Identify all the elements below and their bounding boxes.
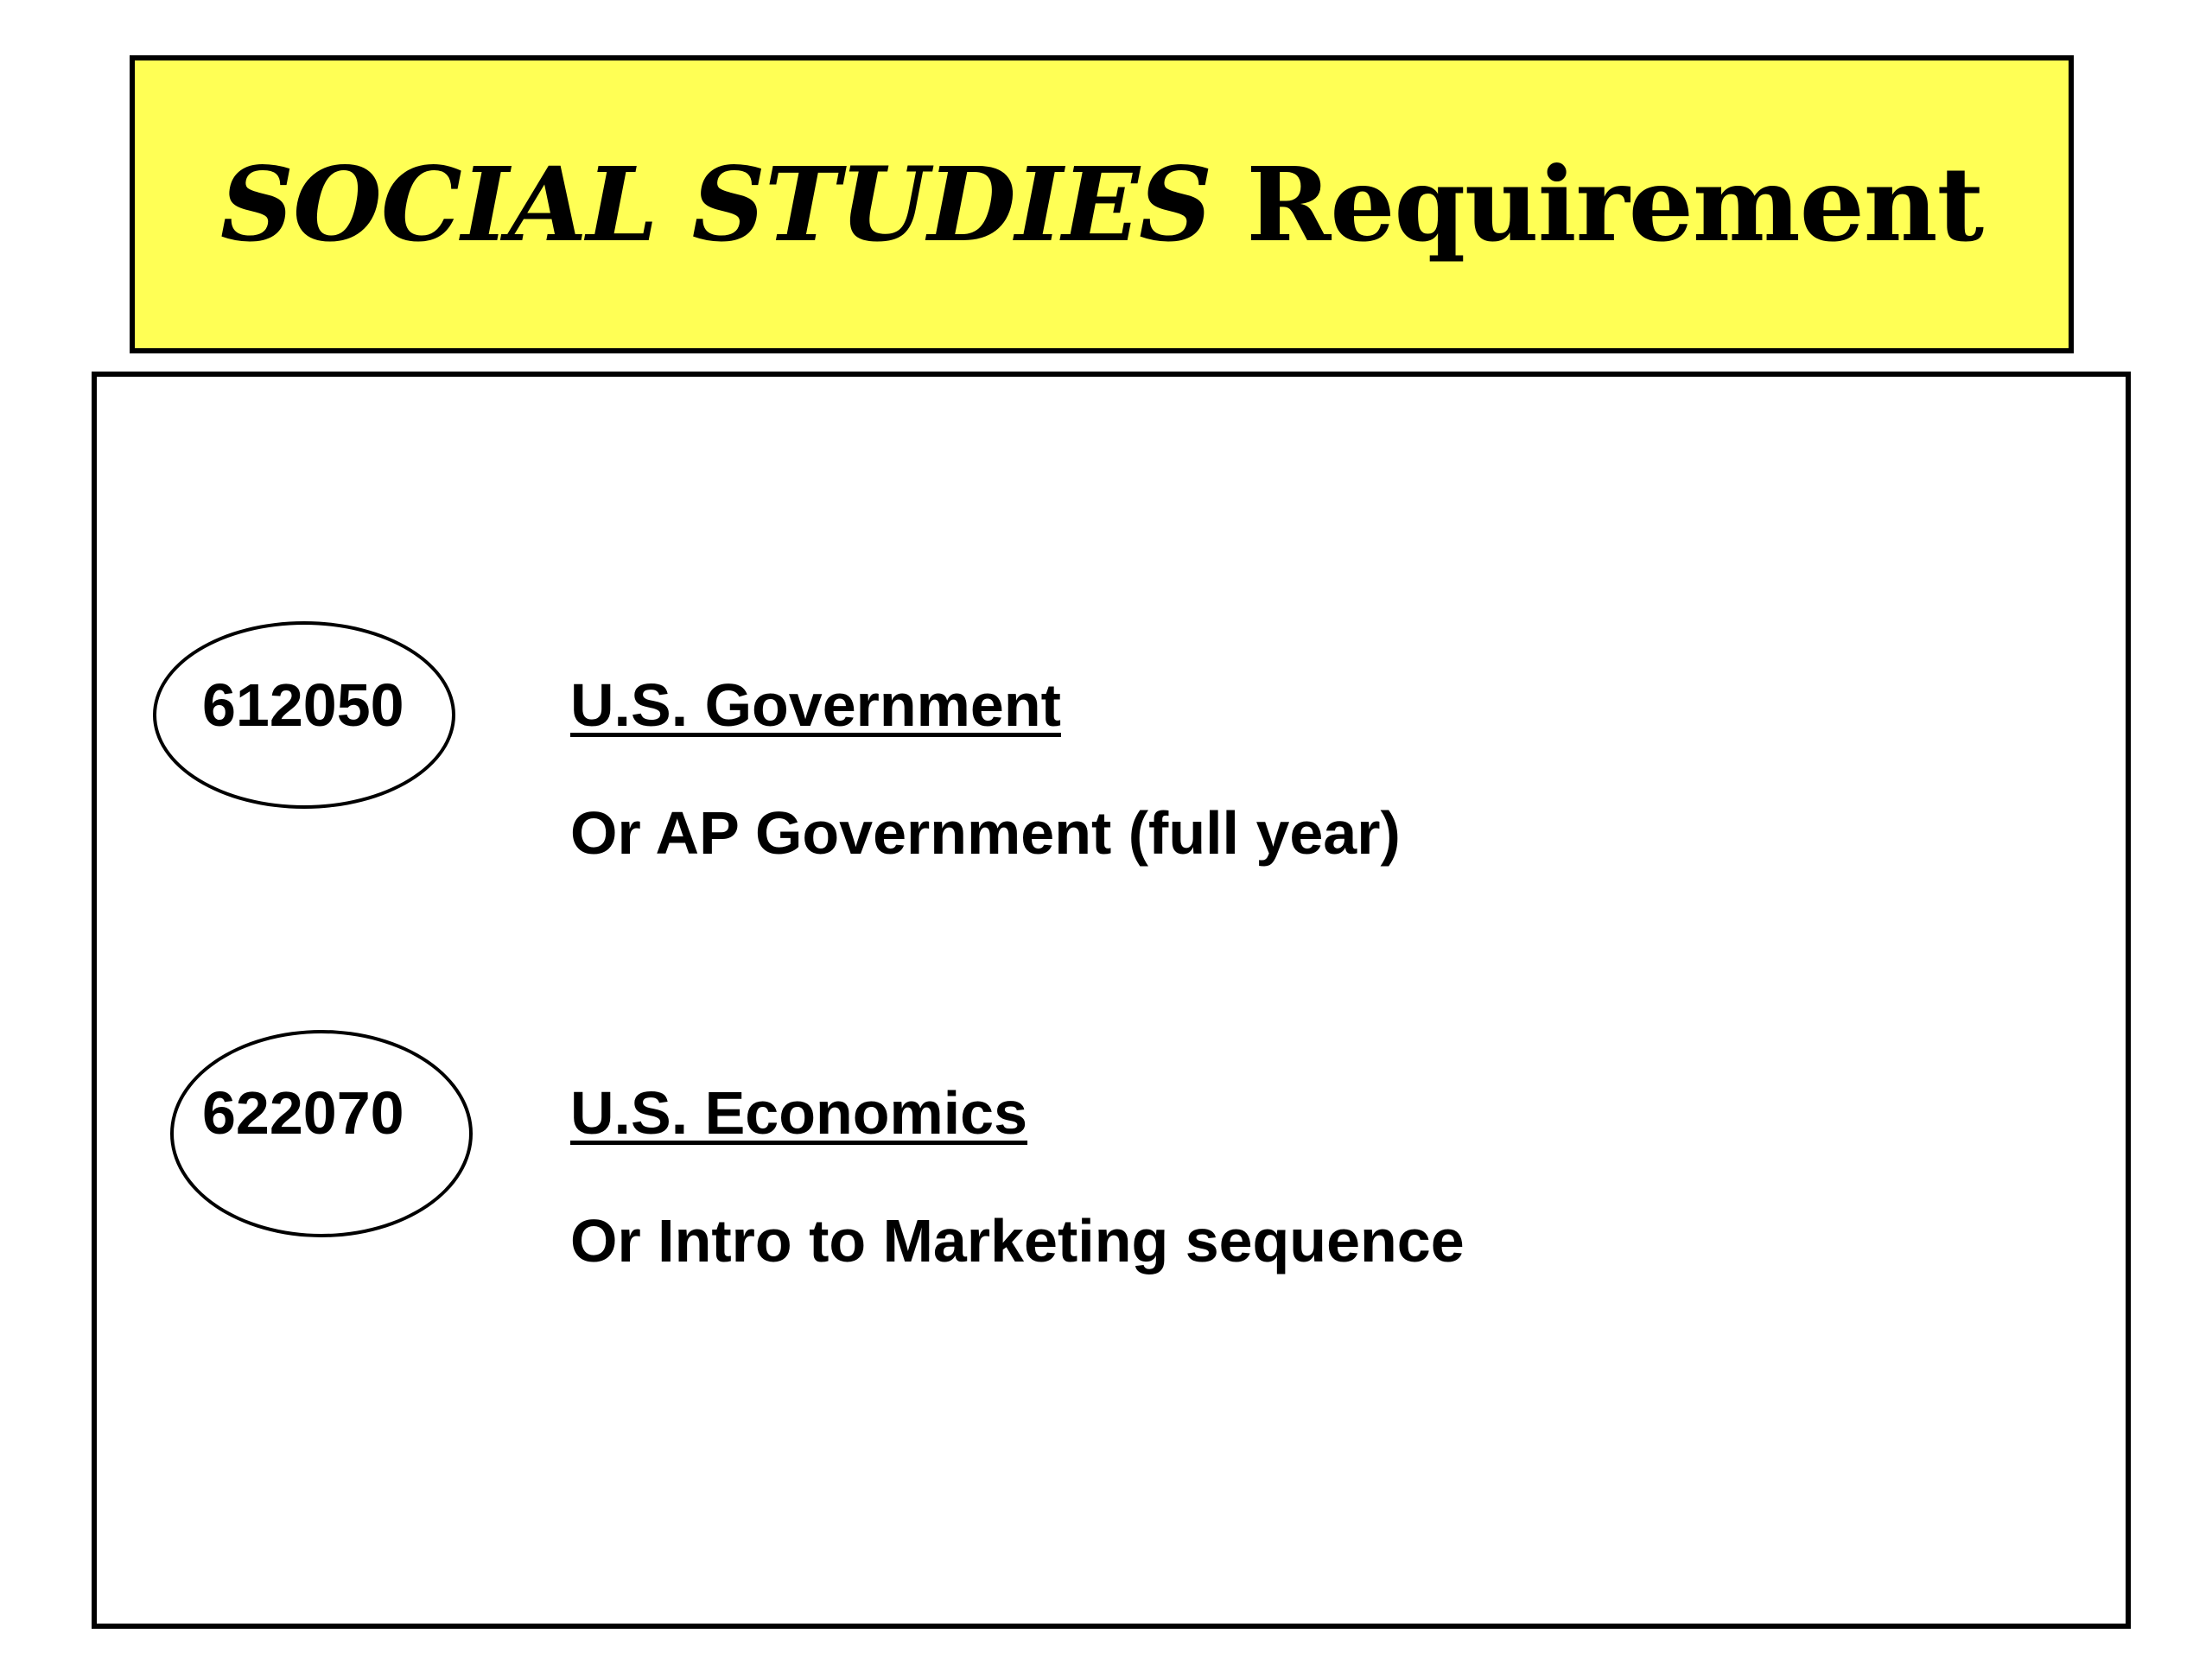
course-code: 622070 <box>202 1079 404 1147</box>
requirements-panel <box>92 372 2131 1629</box>
title-rest: Requirement <box>1246 144 1984 264</box>
course-alternative: Or AP Government (full year) <box>570 799 1401 867</box>
course-title: U.S. Government <box>570 671 1061 739</box>
title-emphasis: SOCIAL STUDIES <box>219 144 1212 264</box>
course-code: 612050 <box>202 671 404 739</box>
title-banner <box>130 55 2074 353</box>
slide-title <box>220 144 1983 264</box>
course-alternative: Or Intro to Marketing sequence <box>570 1207 1465 1274</box>
course-title: U.S. Economics <box>570 1079 1028 1147</box>
